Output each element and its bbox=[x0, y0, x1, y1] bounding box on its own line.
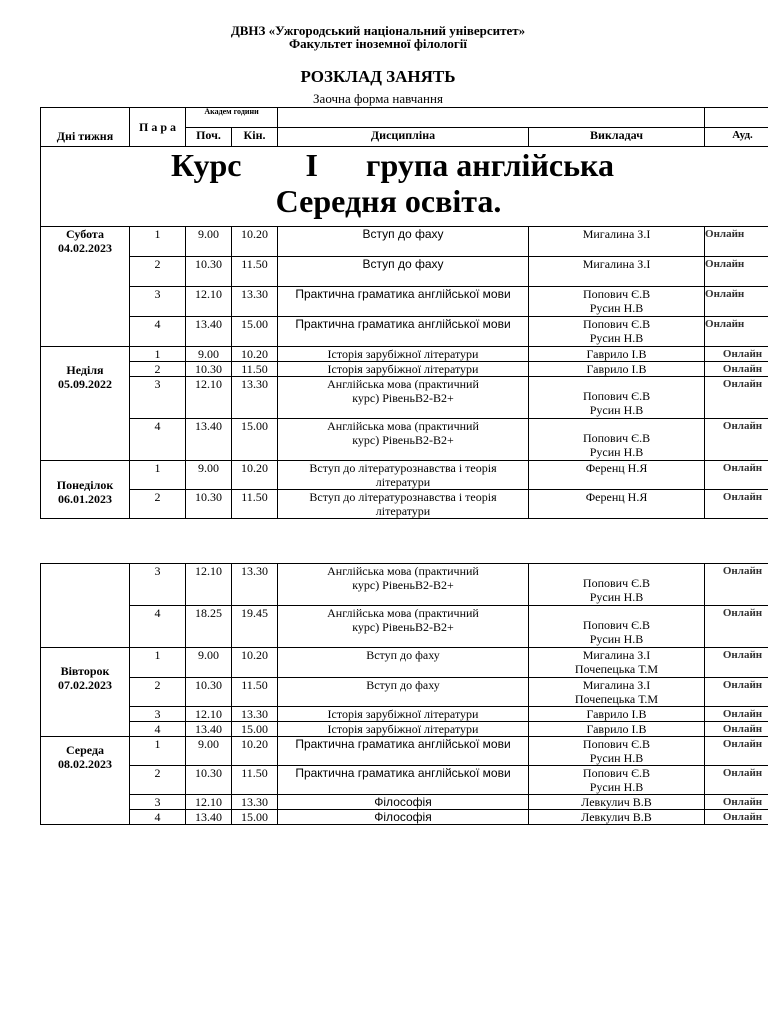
header-days: Дні тижня bbox=[41, 108, 130, 147]
day-date: 07.02.2023 bbox=[58, 678, 112, 692]
header-start: Поч. bbox=[186, 128, 232, 147]
start-time: 10.30 bbox=[186, 766, 232, 795]
discipline-line: літератури bbox=[375, 504, 431, 518]
header-empty-cell bbox=[278, 108, 705, 128]
study-form: Заочна форма навчання bbox=[313, 91, 443, 106]
teacher-name: Русин Н.В bbox=[589, 632, 644, 646]
teacher-name: Левкулич В.В bbox=[581, 795, 652, 809]
end-time: 13.30 bbox=[232, 795, 278, 810]
teacher-name: Попович Є.В bbox=[582, 431, 651, 445]
banner-level: Середня освіта. bbox=[275, 183, 502, 219]
start-time: 10.30 bbox=[186, 678, 232, 707]
pair-number: 1 bbox=[130, 737, 186, 766]
table-row bbox=[41, 347, 768, 362]
pair-number: 4 bbox=[130, 810, 186, 825]
banner-group: група англійська bbox=[365, 147, 614, 183]
teacher-name: Левкулич В.В bbox=[581, 810, 652, 824]
teacher bbox=[529, 810, 705, 825]
day-cell bbox=[41, 648, 130, 737]
pair-number: 1 bbox=[130, 648, 186, 678]
teacher-name: Ференц Н.Я bbox=[585, 490, 648, 504]
teacher-name: Почепецька Т.М bbox=[574, 662, 659, 676]
teacher bbox=[529, 564, 705, 606]
faculty-name: Факультет іноземної філології bbox=[288, 36, 468, 51]
room: Онлайн bbox=[705, 722, 768, 737]
teacher-name: Русин Н.В bbox=[589, 780, 644, 794]
table-row bbox=[41, 737, 768, 766]
day-name: Понеділок bbox=[56, 478, 114, 492]
room: Онлайн bbox=[705, 707, 768, 722]
start-time: 9.00 bbox=[186, 737, 232, 766]
discipline-line: Англійська мова (практичний bbox=[327, 419, 479, 433]
room: Онлайн bbox=[705, 564, 768, 606]
table-row bbox=[41, 678, 768, 707]
start-time: 18.25 bbox=[186, 606, 232, 648]
header-discipline: Дисципліна bbox=[278, 128, 529, 147]
start-time: 12.10 bbox=[186, 707, 232, 722]
start-time: 10.30 bbox=[186, 490, 232, 519]
table-row bbox=[41, 707, 768, 722]
day-cell bbox=[41, 227, 130, 347]
teacher bbox=[529, 795, 705, 810]
end-time: 10.20 bbox=[232, 648, 278, 678]
discipline: Вступ до фаху bbox=[278, 227, 529, 257]
discipline-line: Вступ до літературознавства і теорія bbox=[309, 490, 497, 504]
table-row bbox=[41, 766, 768, 795]
header-teacher: Викладач bbox=[529, 128, 705, 147]
table-row bbox=[41, 490, 768, 519]
teacher-name: Русин Н.В bbox=[589, 301, 644, 315]
pair-number: 2 bbox=[130, 257, 186, 287]
discipline: Вступ до фаху bbox=[278, 678, 529, 707]
room: Онлайн bbox=[705, 257, 768, 287]
teacher bbox=[529, 737, 705, 766]
discipline: Практична граматика англійської мови bbox=[278, 287, 529, 317]
start-time: 13.40 bbox=[186, 317, 232, 347]
teacher-name: Гаврило І.В bbox=[586, 362, 647, 376]
table-row bbox=[41, 377, 768, 419]
teacher-name: Почепецька Т.М bbox=[574, 692, 659, 706]
start-time: 10.30 bbox=[186, 362, 232, 377]
discipline-line: Англійська мова (практичний bbox=[327, 377, 479, 391]
day-date: 04.02.2023 bbox=[58, 241, 112, 255]
start-time: 13.40 bbox=[186, 419, 232, 461]
pair-number: 4 bbox=[130, 606, 186, 648]
teacher-name: Русин Н.В bbox=[589, 751, 644, 765]
discipline: Історія зарубіжної літератури bbox=[278, 362, 529, 377]
teacher bbox=[529, 317, 705, 347]
start-time: 12.10 bbox=[186, 287, 232, 317]
day-name: Неділя bbox=[66, 363, 104, 377]
pair-number: 1 bbox=[130, 347, 186, 362]
end-time: 15.00 bbox=[232, 722, 278, 737]
discipline bbox=[278, 461, 529, 490]
start-time: 10.30 bbox=[186, 257, 232, 287]
day-date: 06.01.2023 bbox=[58, 492, 112, 506]
discipline bbox=[278, 564, 529, 606]
room: Онлайн bbox=[705, 461, 768, 490]
teacher bbox=[529, 377, 705, 419]
discipline-line: курс) РівеньВ2-В2+ bbox=[352, 620, 454, 634]
discipline: Вступ до фаху bbox=[278, 257, 529, 287]
discipline-line: курс) РівеньВ2-В2+ bbox=[352, 578, 454, 592]
start-time: 13.40 bbox=[186, 810, 232, 825]
pair-number: 3 bbox=[130, 287, 186, 317]
teacher bbox=[529, 287, 705, 317]
pair-number: 2 bbox=[130, 766, 186, 795]
pair-number: 4 bbox=[130, 419, 186, 461]
teacher-name: Мигалина З.І bbox=[582, 227, 651, 241]
room: Онлайн bbox=[705, 648, 768, 678]
start-time: 9.00 bbox=[186, 347, 232, 362]
pair-number: 2 bbox=[130, 678, 186, 707]
room: Онлайн bbox=[705, 317, 768, 347]
banner-course: Курс bbox=[171, 147, 242, 183]
table-row bbox=[41, 461, 768, 490]
day-name: Середа bbox=[65, 743, 105, 757]
room: Онлайн bbox=[705, 377, 768, 419]
discipline: Вступ до фаху bbox=[278, 648, 529, 678]
room: Онлайн bbox=[705, 419, 768, 461]
discipline-line: курс) РівеньВ2-В2+ bbox=[352, 433, 454, 447]
end-time: 10.20 bbox=[232, 737, 278, 766]
day-cell bbox=[41, 347, 130, 461]
pair-number: 3 bbox=[130, 564, 186, 606]
teacher-name: Ференц Н.Я bbox=[585, 461, 648, 475]
pair-number: 4 bbox=[130, 317, 186, 347]
end-time: 13.30 bbox=[232, 287, 278, 317]
teacher bbox=[529, 461, 705, 490]
discipline-line: Англійська мова (практичний bbox=[327, 564, 479, 578]
teacher-name: Гаврило І.В bbox=[586, 707, 647, 721]
institution-name: ДВНЗ «Ужгородський національний університет» bbox=[230, 23, 526, 38]
end-time: 15.00 bbox=[232, 317, 278, 347]
pair-number: 4 bbox=[130, 722, 186, 737]
discipline bbox=[278, 606, 529, 648]
end-time: 13.30 bbox=[232, 377, 278, 419]
table-row bbox=[41, 722, 768, 737]
end-time: 10.20 bbox=[232, 227, 278, 257]
teacher bbox=[529, 722, 705, 737]
pair-number: 2 bbox=[130, 490, 186, 519]
header-hours: Академ години bbox=[186, 108, 278, 128]
end-time: 11.50 bbox=[232, 678, 278, 707]
room: Онлайн bbox=[705, 795, 768, 810]
header-empty-cell bbox=[705, 108, 768, 128]
teacher bbox=[529, 490, 705, 519]
discipline bbox=[278, 377, 529, 419]
room: Онлайн bbox=[705, 490, 768, 519]
pair-number: 3 bbox=[130, 377, 186, 419]
room: Онлайн bbox=[705, 362, 768, 377]
teacher-name: Русин Н.В bbox=[589, 331, 644, 345]
day-date: 08.02.2023 bbox=[58, 757, 112, 771]
table-row bbox=[41, 257, 768, 287]
discipline-line: Вступ до літературознавства і теорія bbox=[309, 461, 497, 475]
teacher-name: Русин Н.В bbox=[589, 590, 644, 604]
course-banner bbox=[41, 147, 768, 227]
end-time: 15.00 bbox=[232, 419, 278, 461]
discipline: Практична граматика англійської мови bbox=[278, 737, 529, 766]
teacher bbox=[529, 606, 705, 648]
discipline: Історія зарубіжної літератури bbox=[278, 722, 529, 737]
header-room: Ауд. bbox=[705, 128, 768, 147]
room: Онлайн bbox=[705, 227, 768, 257]
discipline-line: Англійська мова (практичний bbox=[327, 606, 479, 620]
discipline: Історія зарубіжної літератури bbox=[278, 347, 529, 362]
table-row bbox=[41, 606, 768, 648]
pair-number: 1 bbox=[130, 461, 186, 490]
start-time: 12.10 bbox=[186, 795, 232, 810]
teacher-name: Попович Є.В bbox=[582, 737, 651, 751]
table-row bbox=[41, 564, 768, 606]
teacher-name: Попович Є.В bbox=[582, 287, 651, 301]
start-time: 12.10 bbox=[186, 564, 232, 606]
table-row bbox=[41, 648, 768, 678]
teacher-name: Мигалина З.І bbox=[582, 678, 651, 692]
page-title: РОЗКЛАД ЗАНЯТЬ bbox=[300, 67, 456, 86]
teacher-name: Гаврило І.В bbox=[586, 722, 647, 736]
end-time: 11.50 bbox=[232, 766, 278, 795]
teacher bbox=[529, 347, 705, 362]
table-row bbox=[41, 287, 768, 317]
table-row bbox=[41, 419, 768, 461]
teacher bbox=[529, 362, 705, 377]
discipline: Практична граматика англійської мови bbox=[278, 766, 529, 795]
teacher-name: Попович Є.В bbox=[582, 618, 651, 632]
discipline: Філософія bbox=[278, 810, 529, 825]
table-row bbox=[41, 317, 768, 347]
pair-number: 3 bbox=[130, 795, 186, 810]
schedule-table-1 bbox=[40, 107, 768, 519]
end-time: 19.45 bbox=[232, 606, 278, 648]
teacher-name: Русин Н.В bbox=[589, 445, 644, 459]
teacher-name: Попович Є.В bbox=[582, 317, 651, 331]
room: Онлайн bbox=[705, 606, 768, 648]
pair-number: 1 bbox=[130, 227, 186, 257]
day-name: Вівторок bbox=[60, 664, 110, 678]
discipline: Філософія bbox=[278, 795, 529, 810]
start-time: 9.00 bbox=[186, 227, 232, 257]
end-time: 11.50 bbox=[232, 257, 278, 287]
header-para: П а р а bbox=[130, 108, 186, 147]
table-row bbox=[41, 362, 768, 377]
pair-number: 3 bbox=[130, 707, 186, 722]
end-time: 11.50 bbox=[232, 490, 278, 519]
room: Онлайн bbox=[705, 737, 768, 766]
end-time: 10.20 bbox=[232, 347, 278, 362]
schedule-table-2 bbox=[40, 563, 768, 825]
teacher-name: Мигалина З.І bbox=[582, 257, 651, 271]
start-time: 9.00 bbox=[186, 461, 232, 490]
teacher bbox=[529, 648, 705, 678]
teacher bbox=[529, 227, 705, 257]
day-cell bbox=[41, 737, 130, 825]
teacher-name: Русин Н.В bbox=[589, 403, 644, 417]
end-time: 15.00 bbox=[232, 810, 278, 825]
teacher-name: Гаврило І.В bbox=[586, 347, 647, 361]
discipline-line: літератури bbox=[375, 475, 431, 489]
start-time: 9.00 bbox=[186, 648, 232, 678]
end-time: 10.20 bbox=[232, 461, 278, 490]
teacher-name: Попович Є.В bbox=[582, 576, 651, 590]
table-row bbox=[41, 795, 768, 810]
teacher-name: Попович Є.В bbox=[582, 389, 651, 403]
end-time: 13.30 bbox=[232, 564, 278, 606]
teacher bbox=[529, 766, 705, 795]
discipline: Історія зарубіжної літератури bbox=[278, 707, 529, 722]
discipline bbox=[278, 419, 529, 461]
table-row bbox=[41, 227, 768, 257]
teacher-name: Мигалина З.І bbox=[582, 648, 651, 662]
discipline: Практична граматика англійської мови bbox=[278, 317, 529, 347]
day-name: Субота bbox=[66, 227, 104, 241]
banner-number: І bbox=[305, 147, 318, 183]
start-time: 12.10 bbox=[186, 377, 232, 419]
table-row bbox=[41, 810, 768, 825]
day-cell bbox=[41, 564, 130, 648]
start-time: 13.40 bbox=[186, 722, 232, 737]
day-date: 05.09.2022 bbox=[58, 377, 112, 391]
room: Онлайн bbox=[705, 810, 768, 825]
room: Онлайн bbox=[705, 678, 768, 707]
header-end: Кін. bbox=[232, 128, 278, 147]
discipline bbox=[278, 490, 529, 519]
teacher bbox=[529, 419, 705, 461]
room: Онлайн bbox=[705, 347, 768, 362]
room: Онлайн bbox=[705, 287, 768, 317]
day-cell bbox=[41, 461, 130, 519]
pair-number: 2 bbox=[130, 362, 186, 377]
teacher bbox=[529, 678, 705, 707]
end-time: 13.30 bbox=[232, 707, 278, 722]
teacher bbox=[529, 707, 705, 722]
discipline-line: курс) РівеньВ2-В2+ bbox=[352, 391, 454, 405]
end-time: 11.50 bbox=[232, 362, 278, 377]
room: Онлайн bbox=[705, 766, 768, 795]
teacher-name: Попович Є.В bbox=[582, 766, 651, 780]
teacher bbox=[529, 257, 705, 287]
